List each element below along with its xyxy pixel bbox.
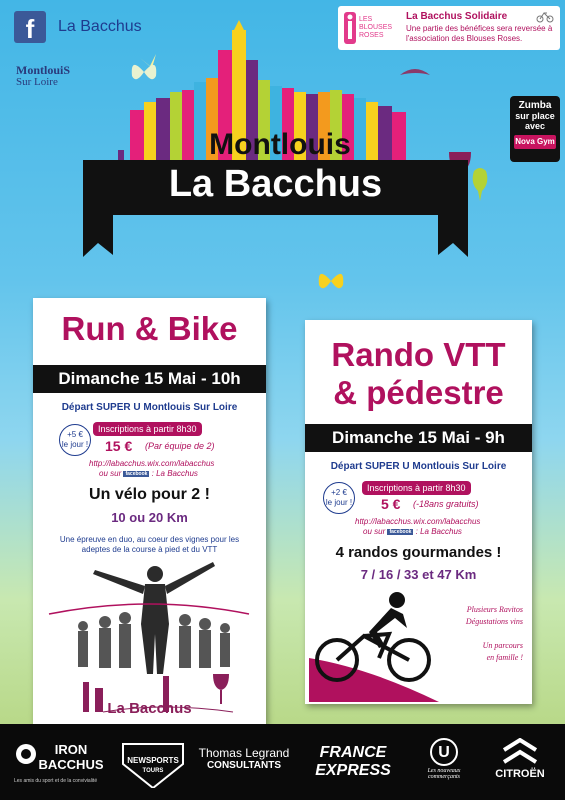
rando-depart: Départ SUPER U Montlouis Sur Loire: [330, 461, 507, 472]
facebook-icon[interactable]: f: [14, 11, 46, 43]
rando-note-famille: en famille !: [486, 653, 523, 662]
heron-icon: [468, 163, 498, 203]
rando-fb-line[interactable]: [363, 527, 462, 537]
facebook-page-name[interactable]: La Bacchus: [58, 18, 142, 35]
sponsor-super-u-sub: Les nouveaux commerçants: [427, 768, 461, 780]
facebook-badge-icon: facebook: [125, 470, 148, 477]
rando-extra-when: le jour !: [325, 498, 353, 507]
rando-title-line2: & pédestre: [333, 374, 504, 411]
rando-date: Dimanche 15 Mai - 9h: [305, 424, 532, 452]
montlouis-logo: [16, 63, 71, 94]
rando-extra-amount: +2 €: [331, 488, 347, 497]
sponsor-newsports-sub: TOURS: [142, 768, 164, 774]
run-bike-description: Une épreuve en duo, au coeur des vignes pour les adeptes de la course à pied et du VTT: [59, 535, 240, 554]
event-title: La Bacchus: [168, 163, 383, 205]
rando-price: 5 €: [381, 496, 401, 512]
butterfly-icon-2: [128, 56, 160, 88]
bike-icon: [536, 9, 554, 23]
iron-bacchus-icon: [14, 742, 38, 766]
butterfly-icon: [316, 266, 346, 296]
rando-inscription-label: Inscriptions à partir 8h30: [362, 481, 471, 495]
sponsor-thomas-legrand-sub: CONSULTANTS: [206, 760, 282, 771]
zumba-title: Zumba: [518, 100, 552, 111]
sponsor-citroen-name: CITROËN: [495, 768, 545, 780]
zumba-line3: avec: [524, 121, 546, 131]
nova-gym-logo: Nova Gym: [514, 135, 556, 149]
run-bike-distances: 10 ou 20 Km: [111, 510, 188, 525]
run-bike-headline: Un vélo pour 2 !: [89, 486, 210, 503]
rando-distances: 7 / 16 / 33 et 47 Km: [360, 567, 477, 582]
solidaire-title: La Bacchus Solidaire: [406, 11, 508, 22]
blouses-roses-line2: BLOUSES: [359, 24, 393, 31]
blouses-roses-line1: LES: [359, 16, 373, 23]
run-bike-inscription-label: Inscriptions à partir 8h30: [93, 422, 202, 436]
sponsor-iron-bacchus-sub: Les amis du sport et de la convivialité: [14, 778, 98, 784]
run-bike-extra-fee: [59, 424, 91, 456]
super-u-logo-icon: U: [430, 738, 458, 766]
run-bike-url[interactable]: http://labacchus.wix.com/labacchus: [89, 459, 215, 468]
run-bike-price: 15 €: [105, 438, 133, 454]
zumba-badge: [510, 96, 560, 162]
run-bike-fb-prefix: ou sur: [99, 469, 122, 478]
blouses-roses-line3: ROSES: [359, 32, 384, 39]
rando-card: [305, 320, 532, 704]
run-bike-extra-amount: +5 €: [67, 430, 83, 439]
runners-illustration: [45, 560, 255, 680]
sponsor-thomas-legrand-name: Thomas Legrand: [198, 746, 290, 760]
rando-headline: 4 randos gourmandes !: [335, 544, 502, 561]
run-bike-card: [33, 298, 266, 726]
rando-title-line1: Rando VTT: [331, 336, 506, 373]
rando-extra-fee: [323, 482, 355, 514]
sponsor-footer: [0, 724, 565, 800]
sponsor-france-express-name: FRANCE: [319, 744, 387, 761]
montlouis-logo-line1: MontlouiS: [16, 63, 71, 77]
montlouis-logo-line2: Sur Loire: [16, 76, 58, 88]
citroen-chevrons-icon: [500, 738, 540, 764]
sponsor-iron-bacchus-name: IRON BACCHUS: [38, 742, 104, 772]
sponsor-france-express: [304, 744, 402, 780]
sponsor-citroen: [486, 738, 554, 780]
facebook-badge-icon: facebook: [389, 528, 412, 535]
rando-fb-prefix: ou sur: [363, 527, 386, 536]
sponsor-newsports-name: NEWSPORTS: [127, 756, 179, 765]
run-bike-extra-when: le jour !: [61, 440, 89, 449]
rando-price-note: (-18ans gratuits): [413, 499, 479, 509]
la-bacchus-logo-text: La Bacchus: [107, 700, 192, 717]
run-bike-title: Run & Bike: [61, 310, 238, 347]
sponsor-france-express-sub: EXPRESS: [315, 762, 391, 779]
mountain-biker-illustration: [309, 588, 439, 702]
run-bike-fb-name: : La Bacchus: [151, 469, 198, 478]
sponsor-newsports: [118, 738, 188, 788]
run-bike-price-note: (Par équipe de 2): [145, 441, 215, 451]
rando-note-degustations: Dégustations vins: [465, 617, 523, 626]
run-bike-depart: Départ SUPER U Montlouis Sur Loire: [61, 402, 238, 413]
run-bike-fb-line[interactable]: [99, 469, 198, 479]
rando-url[interactable]: http://labacchus.wix.com/labacchus: [355, 517, 481, 526]
solidaire-text: Une partie des bénéfices sera reversée à l'association des Blouses Roses.: [406, 24, 553, 43]
zumba-line2: sur place: [515, 111, 555, 121]
sponsor-thomas-legrand: [198, 746, 290, 771]
sponsor-super-u: [414, 738, 474, 780]
rando-note-parcours: Un parcours: [482, 641, 523, 650]
rando-fb-name: : La Bacchus: [415, 527, 462, 536]
run-bike-date: Dimanche 15 Mai - 10h: [33, 365, 266, 393]
event-subtitle: Montlouis: [209, 128, 351, 161]
rando-note-ravitos: Plusieurs Ravitos: [466, 605, 523, 614]
